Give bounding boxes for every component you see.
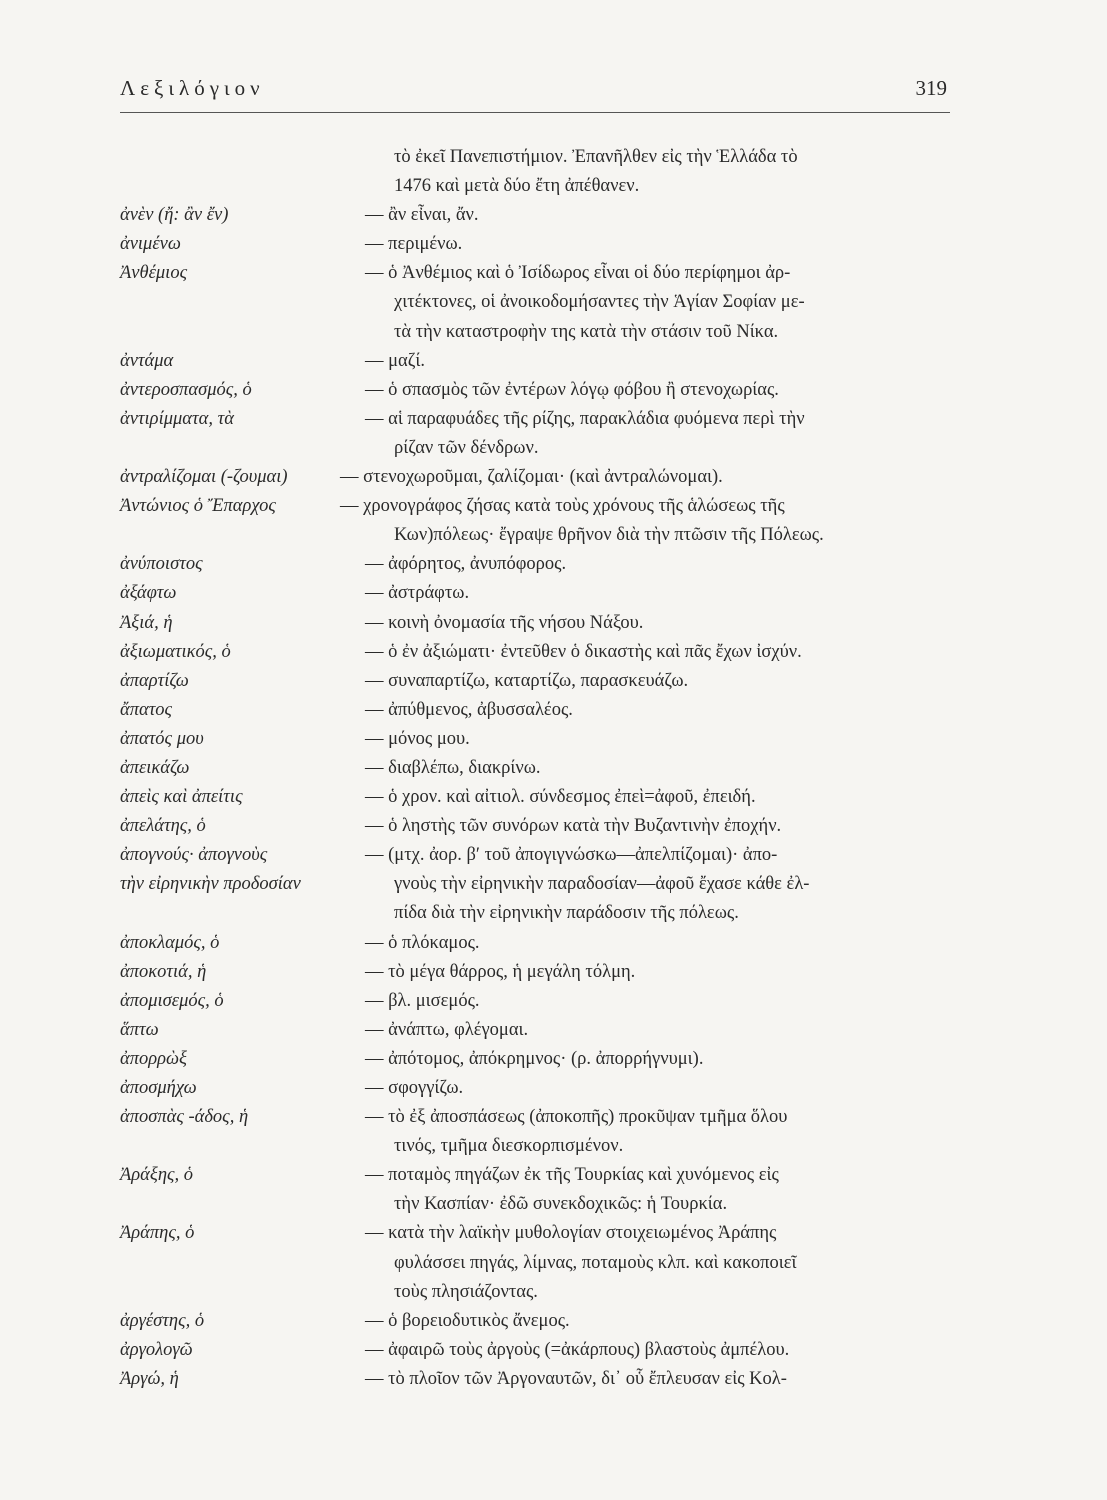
- glossary-line: [120, 376, 960, 405]
- glossary-definition: — διαβλέπω, διακρίνω.: [365, 757, 541, 778]
- glossary-term: ἀξιωματικός, ὁ: [120, 641, 231, 662]
- glossary-line: [120, 899, 960, 928]
- glossary-definition: — ὁ ἐν ἀξιώματι· ἐντεῦθεν ὁ δικαστὴς καὶ πᾶς ἔχων ἰσχύν.: [365, 641, 802, 662]
- glossary-line: [120, 288, 960, 317]
- glossary-definition: τὸ ἐκεῖ Πανεπιστήμιον. Ἐπανῆλθεν εἰς τὴν Ἑλλάδα τὸ: [394, 147, 798, 167]
- glossary-definition: — τὸ ἐξ ἀποσπάσεως (ἀποκοπῆς) προκῦψαν τμῆμα ὅλου: [365, 1107, 788, 1128]
- glossary-definition: — ἀνάπτω, φλέγομαι.: [365, 1019, 529, 1040]
- glossary-definition: χιτέκτονες, οἱ ἀνοικοδομήσαντες τὴν Ἁγίαν Σοφίαν με-: [394, 292, 805, 313]
- glossary-term: Ἀράξης, ὁ: [120, 1165, 193, 1186]
- glossary-line: [120, 1307, 960, 1336]
- glossary-definition: τοὺς πλησιάζοντας.: [394, 1281, 538, 1302]
- glossary-line: [120, 230, 960, 259]
- header-rule: [120, 112, 950, 113]
- glossary-line: [120, 492, 960, 521]
- glossary-definition: πίδα διὰ τὴν εἰρηνικὴν παράδοσιν τῆς πόλεως.: [394, 903, 739, 924]
- glossary-term: ἀποσμήχω: [120, 1078, 197, 1098]
- glossary-term: ἀποκλαμός, ὁ: [120, 932, 220, 953]
- glossary-definition: — ὁ ληστὴς τῶν συνόρων κατὰ τὴν Βυζαντινὴν ἐποχήν.: [365, 816, 782, 837]
- glossary-definition: — ὁ πλόκαμος.: [365, 932, 480, 953]
- glossary-definition: — ποταμὸς πηγάζων ἐκ τῆς Τουρκίας καὶ χυνόμενος εἰς: [365, 1165, 779, 1186]
- glossary-definition: Κων)πόλεως· ἔγραψε θρῆνον διὰ τὴν πτῶσιν τῆς Πόλεως.: [394, 525, 824, 546]
- glossary-definition: — ἀπύθμενος, ἀβυσσαλέος.: [365, 699, 573, 720]
- glossary-term: Ἀντώνιος ὁ Ἔπαρχος: [120, 496, 276, 517]
- glossary-term: ἀπατός μου: [120, 728, 204, 749]
- glossary-term: ἀνύποιστος: [120, 554, 203, 575]
- glossary-line: [120, 1132, 960, 1161]
- glossary-line: [120, 638, 960, 667]
- glossary-definition: τὴν Κασπίαν· ἐδῶ συνεκδοχικῶς: ἡ Τουρκία.: [394, 1194, 728, 1215]
- glossary-line: [120, 958, 960, 987]
- glossary-term: ἀνὲν (ἤ: ἂν ἔν): [120, 205, 229, 226]
- glossary-line: [120, 259, 960, 288]
- glossary-term: ἄπατος: [120, 699, 173, 720]
- glossary-term: ἀπομισεμός, ὁ: [120, 990, 224, 1011]
- glossary-line: [120, 463, 960, 492]
- glossary-line: [120, 318, 960, 347]
- glossary-definition: 1476 καὶ μετὰ δύο ἔτη ἀπέθανεν.: [394, 176, 640, 197]
- glossary-definition: — χρονογράφος ζήσας κατὰ τοὺς χρόνους τῆς ἁλώσεως τῆς: [340, 496, 785, 517]
- glossary-line: [120, 754, 960, 783]
- glossary-definition: — ἀφόρητος, ἀνυπόφορος.: [365, 554, 567, 575]
- glossary-body: [120, 143, 960, 1394]
- glossary-definition: — ἂν εἶναι, ἄν.: [365, 205, 479, 226]
- glossary-definition: φυλάσσει πηγάς, λίμνας, ποταμοὺς κλπ. καὶ κακοποιεῖ: [394, 1252, 797, 1273]
- glossary-definition: — αἱ παραφυάδες τῆς ρίζης, παρακλάδια φυόμενα περὶ τὴν: [365, 408, 805, 429]
- glossary-term: ἀξάφτω: [120, 583, 177, 604]
- glossary-line: [120, 1074, 960, 1103]
- glossary-line: [120, 696, 960, 725]
- glossary-term: Ἀξιά, ἡ: [120, 612, 173, 633]
- glossary-term: ἀπεικάζω: [120, 757, 190, 778]
- glossary-line: [120, 201, 960, 230]
- glossary-line: [120, 550, 960, 579]
- glossary-definition: — σφογγίζω.: [365, 1078, 464, 1098]
- glossary-term: ἀπαρτίζω: [120, 670, 189, 691]
- glossary-line: [120, 1190, 960, 1219]
- glossary-term: ἀντιρίμματα, τὰ: [120, 408, 234, 429]
- glossary-line: [120, 172, 960, 201]
- glossary-line: [120, 521, 960, 550]
- glossary-line: [120, 1365, 960, 1394]
- glossary-definition: — στενοχωροῦμαι, ζαλίζομαι· (καὶ ἀντραλώνομαι).: [340, 467, 723, 488]
- glossary-term: Ἀνθέμιος: [120, 263, 188, 284]
- glossary-line: [120, 987, 960, 1016]
- glossary-line: [120, 1278, 960, 1307]
- glossary-line: [120, 405, 960, 434]
- glossary-line: [120, 841, 960, 870]
- glossary-definition: — μαζί.: [365, 350, 425, 371]
- glossary-term: ἀπογνούς· ἀπογνοὺς: [120, 845, 268, 866]
- glossary-line: [120, 143, 960, 172]
- glossary-definition: — τὸ μέγα θάρρος, ἡ μεγάλη τόλμη.: [365, 961, 636, 982]
- glossary-definition: — κοινὴ ὀνομασία τῆς νήσου Νάξου.: [365, 612, 644, 633]
- glossary-definition: — περιμένω.: [365, 234, 463, 255]
- glossary-definition: — τὸ πλοῖον τῶν Ἀργοναυτῶν, δι᾽ οὗ ἔπλευσαν εἰς Κολ-: [365, 1368, 787, 1389]
- glossary-definition: — ὁ βορειοδυτικὸς ἄνεμος.: [365, 1310, 570, 1331]
- running-head: Λεξιλόγιον: [120, 76, 265, 100]
- glossary-line: [120, 434, 960, 463]
- glossary-line: [120, 1045, 960, 1074]
- glossary-line: [120, 609, 960, 638]
- glossary-line: [120, 1161, 960, 1190]
- glossary-line: [120, 725, 960, 754]
- glossary-term: ἀποκοτιά, ἡ: [120, 961, 207, 982]
- glossary-definition: — συναπαρτίζω, καταρτίζω, παρασκευάζω.: [365, 670, 689, 691]
- glossary-definition: — ἀφαιρῶ τοὺς ἀργοὺς (=ἀκάρπους) βλαστοὺς ἀμπέλου.: [365, 1339, 790, 1360]
- glossary-definition: — (μτχ. ἀορ. β′ τοῦ ἀπογιγνώσκω—ἀπελπίζομαι)· ἀπο-: [365, 845, 778, 866]
- glossary-line: [120, 783, 960, 812]
- glossary-definition: ρίζαν τῶν δένδρων.: [394, 437, 539, 458]
- glossary-line: [120, 347, 960, 376]
- glossary-term: ἀπελάτης, ὁ: [120, 816, 206, 837]
- glossary-definition: — ὁ σπασμὸς τῶν ἐντέρων λόγῳ φόβου ἢ στενοχωρίας.: [365, 379, 779, 400]
- glossary-line: [120, 579, 960, 608]
- glossary-term: ἅπτω: [120, 1019, 159, 1040]
- glossary-term: Ἀράπης, ὁ: [120, 1223, 195, 1244]
- glossary-term: ἀποσπὰς -άδος, ἡ: [120, 1107, 249, 1128]
- glossary-line: [120, 1336, 960, 1365]
- glossary-line: [120, 1016, 960, 1045]
- glossary-line: [120, 667, 960, 696]
- glossary-definition: — βλ. μισεμός.: [365, 990, 480, 1011]
- glossary-term: τὴν εἰρηνικὴν προδοσίαν: [120, 874, 301, 895]
- glossary-definition: — ἀστράφτω.: [365, 583, 470, 604]
- glossary-term: ἀργολογῶ: [120, 1339, 193, 1360]
- glossary-term: ἀντεροσπασμός, ὁ: [120, 379, 252, 400]
- glossary-definition: γνοὺς τὴν εἰρηνικὴν παραδοσίαν—ἀφοῦ ἔχασε κάθε ἐλ-: [394, 874, 810, 895]
- page-number: 319: [915, 76, 947, 100]
- glossary-definition: — ἀπότομος, ἀπόκρημνος· (ρ. ἀπορρήγνυμι).: [365, 1048, 704, 1069]
- glossary-definition: τινός, τμῆμα διεσκορπισμένον.: [394, 1136, 624, 1157]
- glossary-term: ἀνιμένω: [120, 234, 181, 255]
- glossary-term: ἀντάμα: [120, 350, 174, 371]
- glossary-line: [120, 812, 960, 841]
- glossary-definition: — ὁ χρον. καὶ αἰτιολ. σύνδεσμος ἐπεὶ=ἀφοῦ, ἐπειδή.: [365, 787, 756, 808]
- glossary-term: ἀπεὶς καὶ ἀπείτις: [120, 787, 243, 808]
- glossary-definition: — κατὰ τὴν λαϊκὴν μυθολογίαν στοιχειωμένος Ἀράπης: [365, 1223, 777, 1244]
- glossary-definition: τὰ τὴν καταστροφὴν της κατὰ τὴν στάσιν τοῦ Νίκα.: [394, 321, 779, 342]
- glossary-line: [120, 1249, 960, 1278]
- glossary-line: [120, 1103, 960, 1132]
- glossary-term: ἀντραλίζομαι (-ζουμαι): [120, 467, 288, 488]
- glossary-term: ἀπορρὼξ: [120, 1048, 187, 1069]
- glossary-definition: — μόνος μου.: [365, 728, 470, 749]
- glossary-definition: — ὁ Ἀνθέμιος καὶ ὁ Ἰσίδωρος εἶναι οἱ δύο περίφημοι ἀρ-: [365, 263, 791, 284]
- glossary-line: [120, 929, 960, 958]
- glossary-term: ἀργέστης, ὁ: [120, 1310, 205, 1331]
- glossary-line: [120, 1219, 960, 1248]
- glossary-term: Ἀργώ, ἡ: [120, 1368, 179, 1389]
- glossary-line: [120, 870, 960, 899]
